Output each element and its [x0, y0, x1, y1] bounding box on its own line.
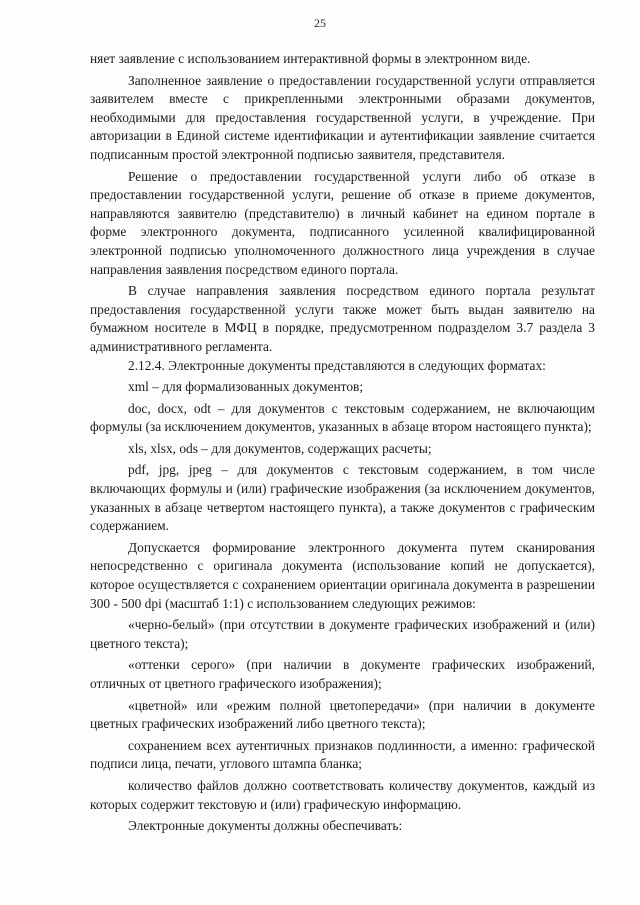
- paragraph: pdf, jpg, jpeg – для документов с текстовым содержанием, в том числе включающих формулы и (или) графические изображения (за исключением документов, указанных в абзаце четвертом настоящего пункта), а также документов с графическим содержанием.: [90, 462, 595, 534]
- document-body: [90, 50, 595, 836]
- paragraph: няет заявление с использованием интерактивной формы в электронном виде.: [90, 51, 531, 66]
- paragraph: doc, docx, odt – для документов с текстовым содержанием, не включающим формулы (за исключением документов, указанных в абзаце втором настоящего пункта);: [90, 400, 595, 435]
- page-number: 25: [314, 16, 326, 30]
- paragraph: В случае направления заявления посредством единого портала результат предоставления государственной услуги также может быть выдан заявителю на бумажном носителе в МФЦ в порядке, предусмотренном подразделом 3.7 раздела 3 административного регламента.: [90, 283, 595, 354]
- paragraph: количество файлов должно соответствовать количеству документов, каждый из которых содержит текстовую и (или) графическую информацию.: [90, 777, 595, 812]
- paragraph: Электронные документы должны обеспечивать:: [128, 818, 403, 834]
- paragraph: «оттенки серого» (при наличии в документе графических изображений, отличных от цветного графического изображения);: [90, 657, 595, 691]
- paragraph: xls, xlsx, ods – для документов, содержащих расчеты;: [128, 440, 432, 456]
- paragraph: Заполненное заявление о предоставлении государственной услуги отправляется заявителем вместе с прикрепленными электронными образами документов, необходимыми для предоставления государственной услуги, в учреждение. При авторизации в Единой системе идентификации и аутентификации заявление считается подписанным простой электронной подписью заявителя, представителя.: [90, 72, 595, 162]
- paragraph: Допускается формирование электронного документа путем сканирования непосредственно с оригинала документа (использование копий не допускается), которое осуществляется с сохранением ориентации оригинала документа в разрешении 300 - 500 dpi (масштаб 1:1) с использованием следующих режимов:: [90, 539, 595, 611]
- paragraph: Решение о предоставлении государственной услуги либо об отказе в предоставлении государственной услуги, решение об отказе в приеме документов, направляются заявителю (представителю) в личный кабинет на едином портале в форме электронного документа, подписанного усиленной квалифицированной электронной подписью уполномоченного должностного лица учреждения в случае направления заявления посредством единого портала.: [90, 168, 595, 277]
- paragraph: «цветной» или «режим полной цветопередачи» (при наличии в документе цветных графических изображений либо цветного текста);: [90, 697, 595, 732]
- paragraph: сохранением всех аутентичных признаков подлинности, а именно: графической подписи лица, печати, углового штампа бланка;: [90, 737, 595, 772]
- paragraph: 2.12.4. Электронные документы представляются в следующих форматах:: [128, 357, 546, 373]
- paragraph: «черно-белый» (при отсутствии в документе графических изображений и (или) цветного текста);: [90, 617, 595, 651]
- paragraph: xml – для формализованных документов;: [128, 379, 364, 395]
